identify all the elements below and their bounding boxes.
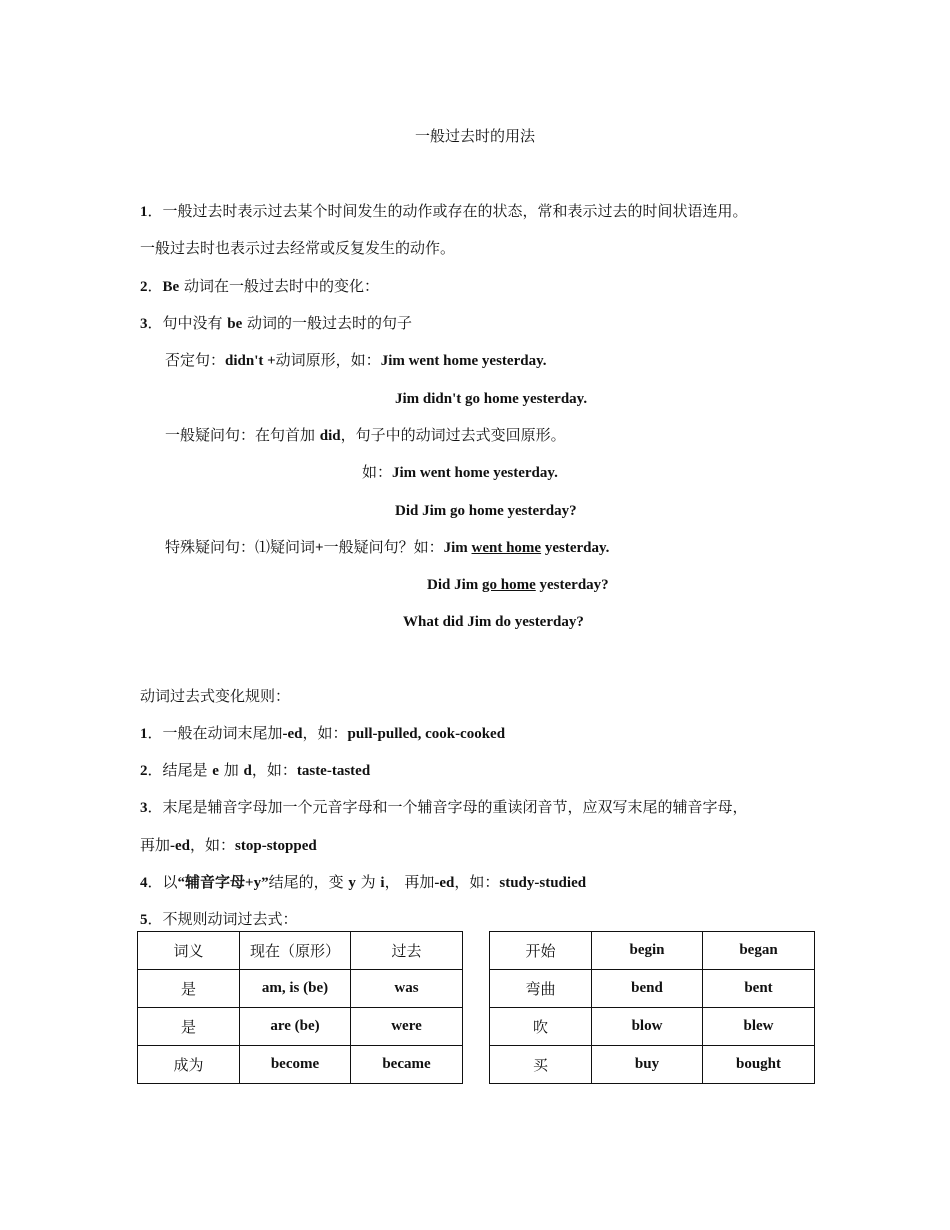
table-cell: were xyxy=(351,1008,463,1046)
rule-1: 1．一般在动词末尾加-ed，如：pull-pulled, cook-cooked xyxy=(140,724,506,742)
table-row xyxy=(138,1046,463,1084)
table-cell: bent xyxy=(703,970,815,1008)
table-cell: 是 xyxy=(138,1008,240,1046)
table-row xyxy=(490,1046,815,1084)
table-cell: bought xyxy=(703,1046,815,1084)
table-cell: buy xyxy=(592,1046,703,1084)
table-cell: 过去 xyxy=(351,932,463,970)
negative-rule: 否定句：didn't +动词原形，如：Jim went home yesterday. xyxy=(165,351,547,369)
table-cell: are (be) xyxy=(240,1008,351,1046)
special-question-rule: 特殊疑问句：⑴疑问词+一般疑问句？如：Jim went home yesterday. xyxy=(165,538,610,556)
table-cell: blow xyxy=(592,1008,703,1046)
table-cell: blew xyxy=(703,1008,815,1046)
table-row xyxy=(490,1008,815,1046)
table-row xyxy=(138,970,463,1008)
irregular-verbs-table-right xyxy=(489,931,815,1084)
table-cell: become xyxy=(240,1046,351,1084)
table-cell: 开始 xyxy=(490,932,592,970)
table-cell: was xyxy=(351,970,463,1008)
usage-point-3: 3．句中没有 be 动词的一般过去时的句子 xyxy=(140,314,413,332)
question-rule: 一般疑问句：在句首加 did，句子中的动词过去式变回原形。 xyxy=(165,426,566,444)
table-cell: am, is (be) xyxy=(240,970,351,1008)
table-cell: 是 xyxy=(138,970,240,1008)
question-example-1: 如：Jim went home yesterday. xyxy=(362,463,558,481)
table-cell: became xyxy=(351,1046,463,1084)
table-cell: 词义 xyxy=(138,932,240,970)
table-row xyxy=(490,970,815,1008)
table-row xyxy=(138,1008,463,1046)
table-row xyxy=(138,932,463,970)
page-title: 一般过去时的用法 xyxy=(414,127,535,145)
irregular-verbs-table-left xyxy=(137,931,463,1084)
special-question-example-2: What did Jim do yesterday? xyxy=(403,614,584,630)
usage-point-1: 1．一般过去时表示过去某个时间发生的动作或存在的状态，常和表示过去的时间状语连用。 xyxy=(140,202,748,220)
negative-example: Jim didn't go home yesterday. xyxy=(395,391,588,407)
rule-4: 4．以“辅音字母+y”结尾的，变 y 为 i， 再加-ed，如：study-studied xyxy=(140,873,587,891)
table-cell: 弯曲 xyxy=(490,970,592,1008)
usage-point-2: 2．Be 动词在一般过去时中的变化： xyxy=(140,277,379,295)
table-cell: began xyxy=(703,932,815,970)
table-cell: bend xyxy=(592,970,703,1008)
table-cell: 吹 xyxy=(490,1008,592,1046)
rule-2: 2．结尾是 e 加 d，如：taste-tasted xyxy=(140,761,371,779)
special-question-example-1: Did Jim go home yesterday? xyxy=(427,577,609,593)
rules-heading: 动词过去式变化规则： xyxy=(140,687,291,705)
table-row xyxy=(490,932,815,970)
table-cell: 买 xyxy=(490,1046,592,1084)
rule-3: 3．末尾是辅音字母加一个元音字母和一个辅音字母的重读闭音节，应双写末尾的辅音字母， xyxy=(140,798,748,816)
table-cell: begin xyxy=(592,932,703,970)
table-cell: 现在（原形） xyxy=(240,932,351,970)
question-example-2: Did Jim go home yesterday? xyxy=(395,503,577,519)
usage-point-1-cont: 一般过去时也表示过去经常或反复发生的动作。 xyxy=(140,239,456,257)
rule-5: 5．不规则动词过去式： xyxy=(140,910,298,928)
table-cell: 成为 xyxy=(138,1046,240,1084)
rule-3-cont: 再加-ed，如：stop-stopped xyxy=(140,836,317,854)
